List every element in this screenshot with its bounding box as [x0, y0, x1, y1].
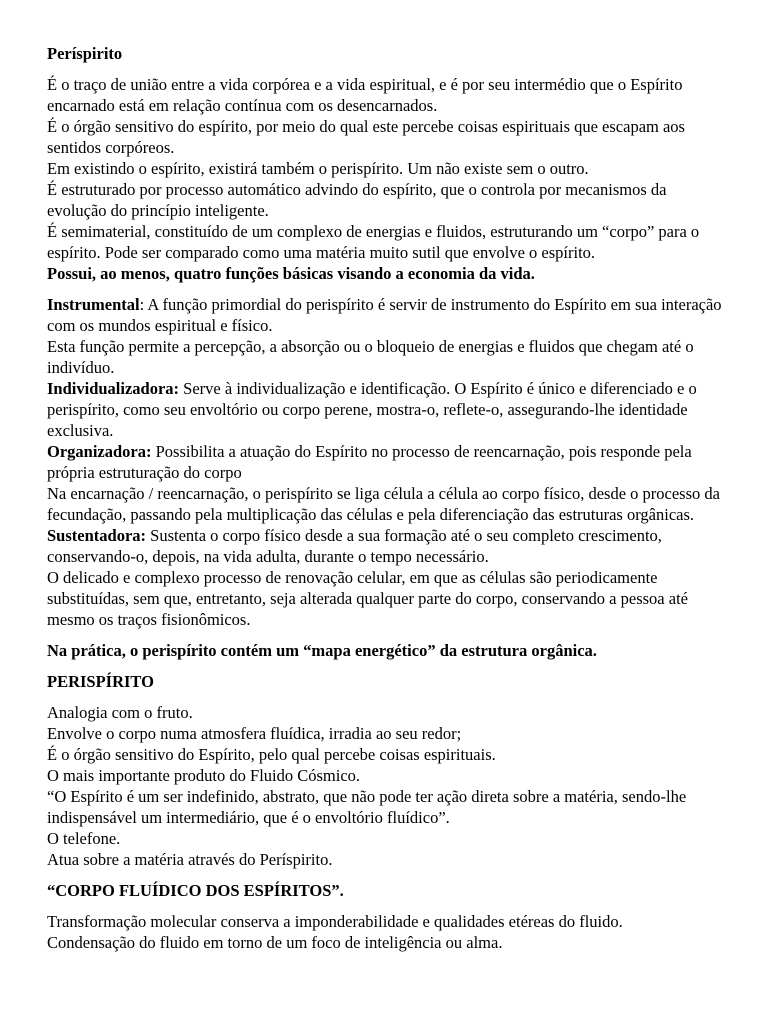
paragraph-sensitive-organ: É o órgão sensitivo do espírito, por meio do qual este percebe coisas espirituais que escapam aos sentidos corpóreos. [47, 117, 685, 157]
section-analogy [47, 702, 728, 870]
heading-perispirito-upper: PERISPÍRITO [47, 672, 154, 691]
paragraph-four-functions [47, 263, 728, 284]
line-acts-on-matter: Atua sobre a matéria através do Períspirito. [47, 850, 333, 869]
label-organizadora: Organizadora: [47, 442, 152, 461]
section-functions [47, 294, 728, 630]
practice-bold: Na prática, o perispírito contém um “mapa energético” da estrutura orgânica. [47, 641, 597, 660]
text-individualizadora: Serve à individualização e identificação. O Espírito é único e diferenciado e o perispírito, como seu envoltório ou corpo perene, mostra-o, reflete-o, assegurando-lhe identidade exclusiva. [47, 379, 697, 440]
four-functions-bold: Possui, ao menos, quatro funções básicas visando a economia da vida. [47, 264, 535, 283]
line-quote: “O Espírito é um ser indefinido, abstrato, que não pode ter ação direta sobre a matéria, sendo-lhe indispensável um intermediário, que é o envoltório fluídico”. [47, 787, 687, 827]
line-cosmic-fluid: O mais importante produto do Fluido Cósmico. [47, 766, 361, 785]
paragraph-structure: É estruturado por processo automático advindo do espírito, que o controla por mecanismos da evolução do princípio inteligente. [47, 180, 667, 220]
label-individualizadora: Individualizadora: [47, 379, 180, 398]
line-envelops: Envolve o corpo numa atmosfera fluídica, irradia ao seu redor; [47, 724, 462, 743]
paragraph-practice [47, 640, 728, 661]
text-organizadora: Possibilita a atuação do Espírito no processo de reencarnação, pois responde pela própria estruturação do corpo [47, 442, 692, 482]
paragraph-sustentadora-extra: O delicado e complexo processo de renovação celular, em que as células são periodicamente substituídas, sem que, entretanto, seja alterada qualquer parte do corpo, conservando a pessoa até mesmo os traços fisionômicos. [47, 568, 688, 629]
paragraph-instrumental-extra: Esta função permite a percepção, a absorção ou o bloqueio de energias e fluidos que chegam até o indivíduo. [47, 337, 694, 377]
label-sustentadora: Sustentadora: [47, 526, 147, 545]
line-condensation: Condensação do fluido em torno de um foco de inteligência ou alma. [47, 933, 503, 952]
paragraph-individualizadora [47, 378, 728, 441]
heading-fluidic-body: “CORPO FLUÍDICO DOS ESPÍRITOS”. [47, 881, 344, 900]
paragraph-existence: Em existindo o espírito, existirá também o perispírito. Um não existe sem o outro. [47, 159, 589, 178]
heading-perispirito: Períspirito [47, 44, 123, 63]
text-instrumental: : A função primordial do perispírito é servir de instrumento do Espírito em sua interação com os mundos espiritual e físico. [47, 295, 722, 335]
paragraph-union: É o traço de união entre a vida corpórea e a vida espiritual, e é por seu intermédio que o Espírito encarnado está em relação contínua com os desencarnados. [47, 75, 683, 115]
line-sensitive-organ: É o órgão sensitivo do Espírito, pelo qual percebe coisas espirituais. [47, 745, 496, 764]
paragraph-sustentadora [47, 525, 728, 567]
paragraph-organizadora [47, 441, 728, 483]
line-analogy: Analogia com o fruto. [47, 703, 193, 722]
text-sustentadora: Sustenta o corpo físico desde a sua formação até o seu completo crescimento, conservando-o, depois, na vida adulta, durante o tempo necessário. [47, 526, 662, 566]
section-introduction [47, 74, 728, 284]
section-fluidic-body [47, 911, 728, 953]
paragraph-organizadora-extra: Na encarnação / reencarnação, o perispírito se liga célula a célula ao corpo físico, desde o processo da fecundação, passando pela multiplicação das células e pela diferenciação das estruturas orgânicas. [47, 484, 720, 524]
label-instrumental: Instrumental [47, 295, 140, 314]
paragraph-semimaterial: É semimaterial, constituído de um complexo de energias e fluidos, estruturando um “corpo” para o espírito. Pode ser comparado como uma matéria muito sutil que envolve o espírito. [47, 222, 700, 262]
line-telephone: O telefone. [47, 829, 121, 848]
paragraph-instrumental [47, 294, 728, 336]
line-molecular-transformation: Transformação molecular conserva a imponderabilidade e qualidades etéreas do fluido. [47, 912, 623, 931]
